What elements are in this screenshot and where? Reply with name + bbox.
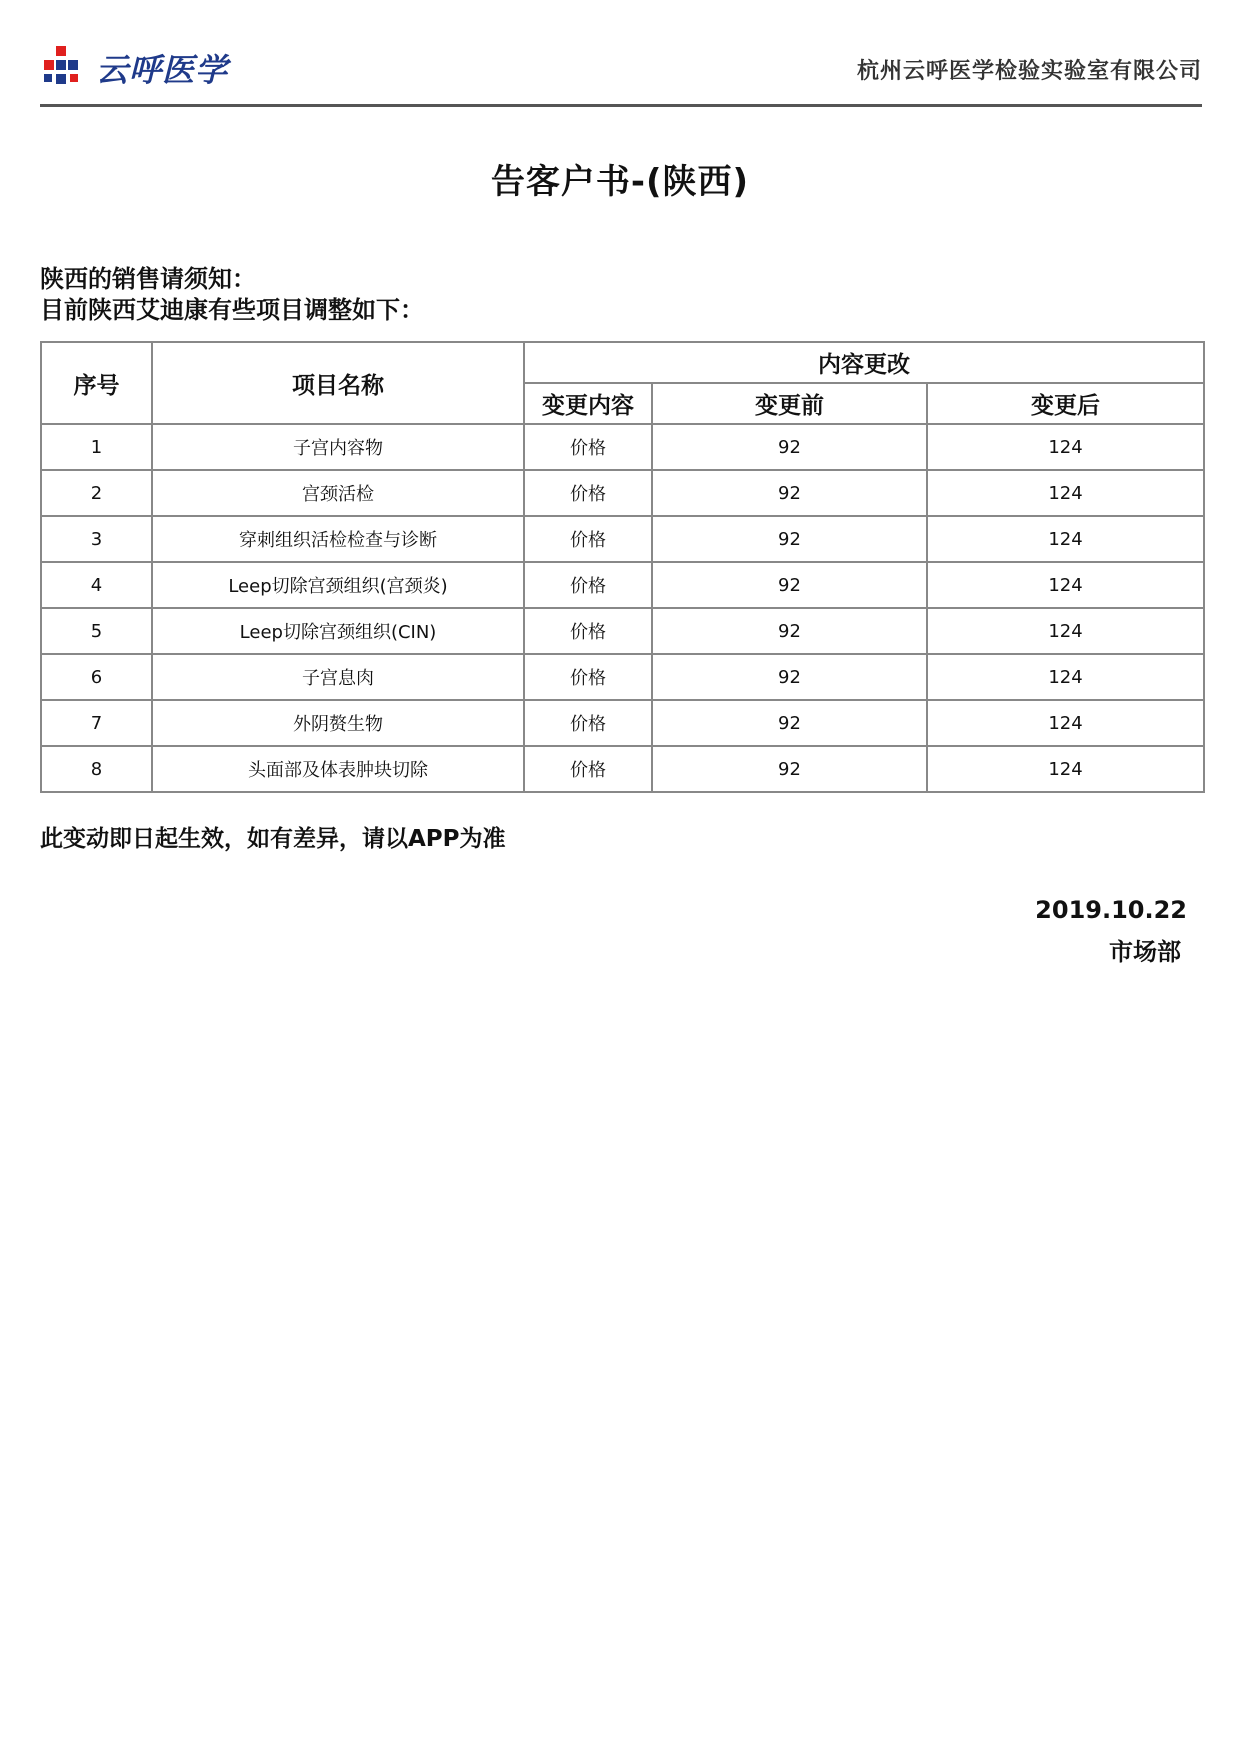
row-before: 92: [652, 516, 927, 562]
header-after: 变更后: [927, 383, 1204, 424]
row-before: 92: [652, 424, 927, 470]
row-after: 124: [927, 746, 1204, 792]
row-item-name: 外阴赘生物: [152, 700, 524, 746]
row-before: 92: [652, 608, 927, 654]
row-before: 92: [652, 470, 927, 516]
table-row: [41, 424, 1204, 470]
row-after: 124: [927, 608, 1204, 654]
table-row: [41, 562, 1204, 608]
effective-notice: 此变动即日起生效，如有差异，请以APP为准: [40, 826, 506, 852]
row-change-item: 价格: [524, 608, 652, 654]
header-item-name: 项目名称: [152, 342, 524, 424]
row-before: 92: [652, 562, 927, 608]
row-index: 5: [41, 608, 152, 654]
row-item-name: 穿刺组织活检检查与诊断: [152, 516, 524, 562]
row-change-item: 价格: [524, 424, 652, 470]
row-item-name: 子宫息肉: [152, 654, 524, 700]
table-row: [41, 608, 1204, 654]
notice-line-2: 目前陕西艾迪康有些项目调整如下：: [40, 296, 424, 324]
company-logo: [40, 44, 228, 92]
row-index: 6: [41, 654, 152, 700]
row-index: 8: [41, 746, 152, 792]
logo-text: 云呼医学: [96, 51, 229, 89]
table-row: [41, 470, 1204, 516]
row-change-item: 价格: [524, 700, 652, 746]
row-before: 92: [652, 700, 927, 746]
page-header: [40, 40, 1202, 104]
header-change-item: 变更内容: [524, 383, 652, 424]
header-divider: [40, 104, 1202, 107]
row-after: 124: [927, 424, 1204, 470]
row-index: 4: [41, 562, 152, 608]
document-title: 告客户书-(陕西): [490, 162, 750, 202]
table-row: [41, 516, 1204, 562]
row-before: 92: [652, 746, 927, 792]
price-change-table: [40, 341, 1205, 793]
row-change-item: 价格: [524, 562, 652, 608]
row-after: 124: [927, 516, 1204, 562]
table-row: [41, 746, 1204, 792]
row-item-name: 宫颈活检: [152, 470, 524, 516]
logo-cross-icon: [40, 44, 88, 92]
row-after: 124: [927, 700, 1204, 746]
row-index: 2: [41, 470, 152, 516]
row-change-item: 价格: [524, 470, 652, 516]
issuing-department: 市场部: [1109, 938, 1181, 966]
row-index: 1: [41, 424, 152, 470]
row-after: 124: [927, 470, 1204, 516]
notice-block: [40, 264, 424, 326]
issue-date: 2019.10.22: [1035, 896, 1187, 924]
row-change-item: 价格: [524, 746, 652, 792]
row-item-name: Leep切除宫颈组织(宫颈炎): [152, 562, 524, 608]
notice-line-1: 陕西的销售请须知：: [40, 265, 256, 293]
row-index: 3: [41, 516, 152, 562]
header-change-group: 内容更改: [524, 342, 1204, 383]
row-item-name: 子宫内容物: [152, 424, 524, 470]
table-row: [41, 654, 1204, 700]
header-before: 变更前: [652, 383, 927, 424]
row-item-name: Leep切除宫颈组织(CIN): [152, 608, 524, 654]
row-before: 92: [652, 654, 927, 700]
row-after: 124: [927, 654, 1204, 700]
row-index: 7: [41, 700, 152, 746]
row-item-name: 头面部及体表肿块切除: [152, 746, 524, 792]
header-index: 序号: [41, 342, 152, 424]
table-row: [41, 700, 1204, 746]
row-change-item: 价格: [524, 654, 652, 700]
row-change-item: 价格: [524, 516, 652, 562]
row-after: 124: [927, 562, 1204, 608]
company-name: 杭州云呼医学检验实验室有限公司: [856, 59, 1202, 84]
